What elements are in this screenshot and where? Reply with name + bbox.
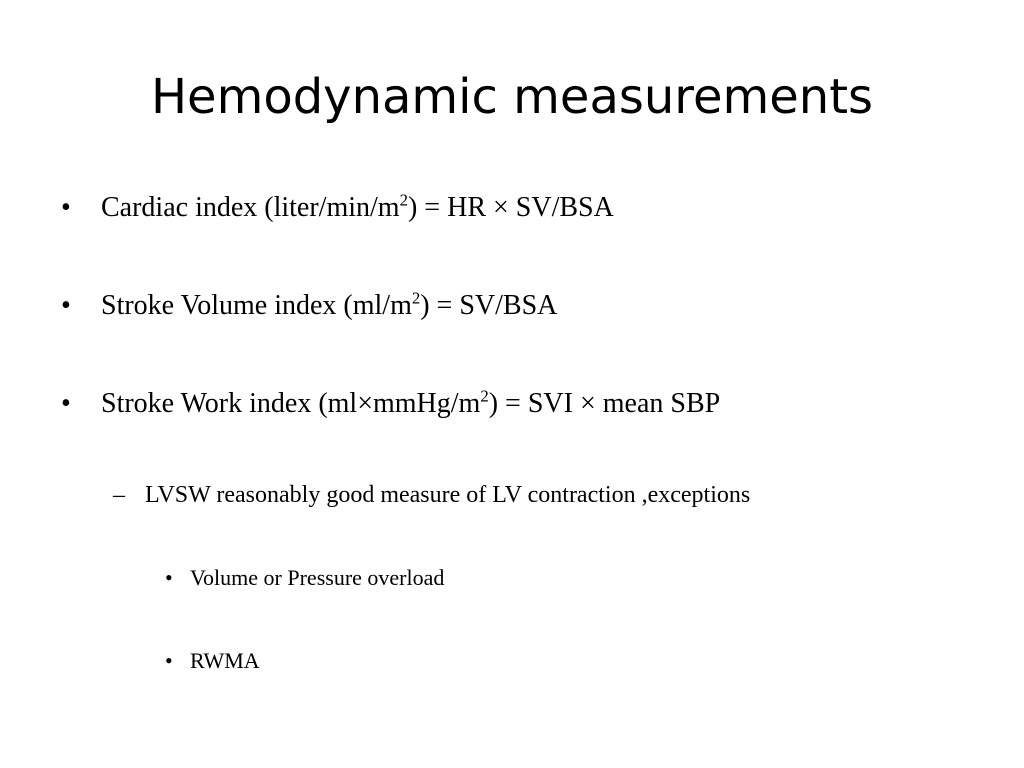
bullet-text: Volume or Pressure overload	[190, 565, 445, 590]
bullet-marker: •	[165, 565, 173, 590]
bullet-marker: •	[61, 388, 71, 419]
bullet-text	[101, 387, 720, 421]
bullet-text-part: Stroke Volume index (ml/m	[101, 290, 412, 321]
superscript: 2	[411, 288, 421, 308]
bullet-text-part: Stroke Work index (ml×mmHg/m	[101, 388, 481, 419]
bullet-marker: •	[61, 290, 71, 321]
superscript: 2	[480, 386, 489, 406]
bullet-text	[101, 191, 614, 225]
superscript: 2	[399, 190, 408, 210]
bullet-text: LVSW reasonably good measure of LV contraction ,exceptions	[145, 482, 751, 508]
bullet-text: RWMA	[190, 648, 260, 673]
bullet-marker: •	[61, 192, 71, 223]
bullet-text	[101, 289, 557, 323]
dash-marker: –	[113, 482, 125, 508]
bullet-text-part: ) = SVI × mean SBP	[488, 388, 721, 419]
bullet-text-part: Cardiac index (liter/min/m	[101, 192, 400, 223]
slide-title: Hemodynamic measurements	[150, 69, 874, 125]
bullet-text-part: ) = HR × SV/BSA	[407, 192, 614, 223]
bullet-text-part: ) = SV/BSA	[420, 290, 558, 321]
bullet-marker: •	[165, 648, 173, 673]
